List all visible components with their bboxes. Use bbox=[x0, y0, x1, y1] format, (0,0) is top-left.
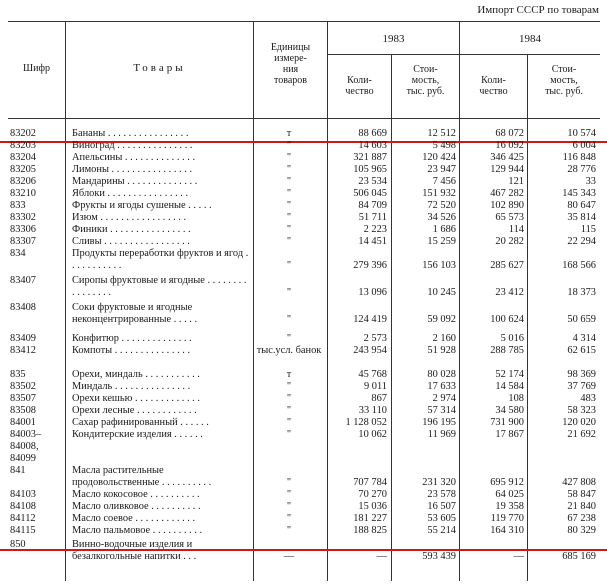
row-cost-1984: 50 659 bbox=[567, 313, 596, 325]
row-cost-1984: 58 323 bbox=[567, 405, 596, 416]
row-code: 83508 bbox=[10, 405, 36, 416]
row-qty-1983: 506 045 bbox=[353, 188, 387, 199]
row-qty-1984: 65 573 bbox=[495, 212, 524, 223]
table-top-rule bbox=[8, 21, 600, 22]
header-units bbox=[254, 42, 327, 86]
row-name: Продукты переработки фруктов и ягод . . . . . . . . . . . bbox=[72, 248, 249, 271]
row-unit: " bbox=[286, 405, 292, 416]
row-cost-1983: 80 028 bbox=[427, 369, 456, 380]
row-qty-1984: 20 282 bbox=[495, 236, 524, 247]
row-cost-1983: 55 214 bbox=[427, 525, 456, 536]
row-name: Апельсины . . . . . . . . . . . . . . bbox=[72, 152, 196, 163]
row-cost-1984: 115 bbox=[580, 224, 596, 235]
row-unit: " bbox=[286, 236, 292, 247]
row-qty-1983: 321 887 bbox=[353, 152, 387, 163]
header-cost-line: Стои- bbox=[551, 64, 577, 75]
row-cost-1984: 21 692 bbox=[567, 429, 596, 440]
row-cost-1983: 34 526 bbox=[427, 212, 456, 223]
row-code: 83502 bbox=[10, 381, 36, 392]
row-code: 833 bbox=[10, 200, 26, 211]
row-code: 83203 bbox=[10, 140, 36, 151]
row-code: 841 bbox=[10, 465, 26, 476]
row-name: Изюм . . . . . . . . . . . . . . . . . bbox=[72, 212, 187, 223]
row-cost-1983: 196 195 bbox=[422, 417, 456, 428]
row-name: Соки фруктовые и ягодные неконцентрированные . . . . . bbox=[72, 302, 198, 325]
row-qty-1983: 867 bbox=[371, 393, 387, 404]
row-code: 835 bbox=[10, 369, 26, 380]
row-code: 84003–84008, 84099 bbox=[10, 429, 42, 464]
row-cost-1984: 145 343 bbox=[562, 188, 596, 199]
header-units-line: измере- bbox=[274, 53, 307, 64]
row-qty-1983: 188 825 bbox=[353, 525, 387, 536]
row-name: Фрукты и ягоды сушеные . . . . . bbox=[72, 200, 212, 211]
row-cost-1984: 58 847 bbox=[567, 489, 596, 500]
row-unit: " bbox=[286, 489, 292, 500]
row-qty-1984: 68 072 bbox=[495, 128, 524, 139]
row-unit: " bbox=[286, 176, 292, 187]
row-qty-1984: 16 092 bbox=[495, 140, 524, 151]
row-cost-1984: 35 814 bbox=[567, 212, 596, 223]
row-cost-1984: 67 238 bbox=[567, 513, 596, 524]
row-qty-1984: 100 624 bbox=[490, 313, 524, 325]
row-name: Миндаль . . . . . . . . . . . . . . . bbox=[72, 381, 191, 392]
row-qty-1984: 164 310 bbox=[490, 525, 524, 536]
row-name: Масло кокосовое . . . . . . . . . . bbox=[72, 489, 200, 500]
row-code: 84103 bbox=[10, 489, 36, 500]
row-qty-1983: — bbox=[376, 550, 387, 562]
row-unit: " bbox=[286, 501, 292, 512]
row-name: Конфитюр . . . . . . . . . . . . . . bbox=[72, 333, 192, 344]
header-cost-1983 bbox=[392, 64, 459, 97]
row-name: Орехи, миндаль . . . . . . . . . . . bbox=[72, 369, 200, 380]
row-qty-1984: 119 770 bbox=[490, 513, 524, 524]
row-unit: т bbox=[286, 128, 292, 139]
table-year-rule bbox=[327, 54, 600, 55]
row-cost-1984: 22 294 bbox=[567, 236, 596, 247]
row-name: Масло оливковое . . . . . . . . . . bbox=[72, 501, 201, 512]
column-divider bbox=[327, 21, 328, 581]
row-qty-1983: 33 110 bbox=[358, 405, 387, 416]
row-cost-1984: 4 314 bbox=[572, 333, 596, 344]
header-units-line: Единицы bbox=[270, 42, 311, 53]
row-qty-1984: 346 425 bbox=[490, 152, 524, 163]
row-code: 83302 bbox=[10, 212, 36, 223]
row-unit: " bbox=[286, 200, 292, 211]
row-qty-1984: 5 016 bbox=[500, 333, 524, 344]
row-code: 83408 bbox=[10, 302, 36, 313]
header-cost-1984 bbox=[528, 64, 600, 97]
row-qty-1984: 695 912 bbox=[490, 476, 524, 488]
row-unit: " bbox=[286, 212, 292, 223]
row-qty-1984: 14 584 bbox=[495, 381, 524, 392]
row-name: Финики . . . . . . . . . . . . . . . . bbox=[72, 224, 191, 235]
row-qty-1983: 51 711 bbox=[358, 212, 387, 223]
row-name: Сахар рафинированный . . . . . . bbox=[72, 417, 209, 428]
row-unit: " bbox=[286, 429, 292, 440]
header-goods: Товары bbox=[133, 62, 186, 74]
header-cost-line: мость, bbox=[411, 75, 440, 86]
header-qty-1984 bbox=[460, 75, 527, 97]
row-name: Сиропы фруктовые и ягодные . . . . . . . . . . . . . . . . bbox=[72, 275, 247, 298]
row-qty-1983: 105 965 bbox=[353, 164, 387, 175]
row-cost-1983: 1 686 bbox=[432, 224, 456, 235]
row-cost-1983: 11 969 bbox=[427, 429, 456, 440]
row-unit: " bbox=[286, 417, 292, 428]
row-unit: " bbox=[286, 393, 292, 404]
row-cost-1983: 23 578 bbox=[427, 489, 456, 500]
row-qty-1983: 707 784 bbox=[353, 476, 387, 488]
row-cost-1983: 53 605 bbox=[427, 513, 456, 524]
row-name: Орехи кешью . . . . . . . . . . . . . bbox=[72, 393, 200, 404]
row-cost-1983: 16 507 bbox=[427, 501, 456, 512]
row-qty-1983: 279 396 bbox=[353, 259, 387, 271]
row-qty-1983: 14 451 bbox=[358, 236, 387, 247]
row-code: 850 bbox=[10, 539, 26, 550]
row-cost-1983: 231 320 bbox=[422, 476, 456, 488]
row-cost-1984: 18 373 bbox=[567, 286, 596, 298]
row-name: Орехи лесные . . . . . . . . . . . . bbox=[72, 405, 197, 416]
row-name: Масло соевое . . . . . . . . . . . . bbox=[72, 513, 196, 524]
row-qty-1984: 108 bbox=[508, 393, 524, 404]
row-cost-1984: 483 bbox=[580, 393, 596, 404]
column-divider bbox=[527, 54, 528, 581]
row-cost-1983: 2 160 bbox=[432, 333, 456, 344]
row-code: 83407 bbox=[10, 275, 36, 286]
row-cost-1984: 168 566 bbox=[562, 259, 596, 271]
row-qty-1983: 14 603 bbox=[358, 140, 387, 151]
row-cost-1983: 2 974 bbox=[432, 393, 456, 404]
row-unit: " bbox=[286, 152, 292, 163]
row-qty-1983: 15 036 bbox=[358, 501, 387, 512]
row-qty-1984: 34 580 bbox=[495, 405, 524, 416]
row-unit: " bbox=[286, 333, 292, 344]
row-unit: " bbox=[286, 313, 292, 325]
row-cost-1984: 80 647 bbox=[567, 200, 596, 211]
row-qty-1983: 23 534 bbox=[358, 176, 387, 187]
header-cost-line: тыс. руб. bbox=[406, 86, 445, 97]
row-cost-1983: 593 439 bbox=[422, 550, 456, 562]
row-qty-1983: 13 096 bbox=[358, 286, 387, 298]
row-cost-1983: 57 314 bbox=[427, 405, 456, 416]
row-qty-1984: 23 412 bbox=[495, 286, 524, 298]
table-header-rule bbox=[8, 118, 600, 119]
column-divider bbox=[459, 21, 460, 581]
row-code: 84115 bbox=[10, 525, 36, 536]
row-name: Бананы . . . . . . . . . . . . . . . . bbox=[72, 128, 189, 139]
row-cost-1984: 116 848 bbox=[562, 152, 596, 163]
column-divider bbox=[65, 21, 66, 581]
row-unit: " bbox=[286, 525, 292, 536]
row-cost-1984: 120 020 bbox=[562, 417, 596, 428]
row-name: Компоты . . . . . . . . . . . . . . . bbox=[72, 345, 191, 356]
row-unit: " bbox=[286, 476, 292, 488]
row-cost-1983: 17 633 bbox=[427, 381, 456, 392]
row-qty-1984: 121 bbox=[508, 176, 524, 187]
row-cost-1983: 12 512 bbox=[427, 128, 456, 139]
row-cost-1984: 33 bbox=[585, 176, 596, 187]
row-unit: тыс.усл. банок bbox=[256, 345, 322, 356]
header-qty-line: Коли- bbox=[481, 75, 506, 86]
row-code: 83205 bbox=[10, 164, 36, 175]
row-name: Винно-водочные изделия и безалкогольные напитки . . . bbox=[72, 539, 197, 562]
header-qty-line: Коли- bbox=[347, 75, 372, 86]
row-cost-1984: 37 769 bbox=[567, 381, 596, 392]
row-cost-1984: 21 840 bbox=[567, 501, 596, 512]
row-qty-1984: 19 358 bbox=[495, 501, 524, 512]
row-cost-1983: 120 424 bbox=[422, 152, 456, 163]
row-unit: т bbox=[286, 369, 292, 380]
row-cost-1984: 28 776 bbox=[567, 164, 596, 175]
row-qty-1983: 1 128 052 bbox=[345, 417, 387, 428]
header-year-1984: 1984 bbox=[519, 33, 541, 45]
row-unit: " bbox=[286, 513, 292, 524]
header-year-1983: 1983 bbox=[382, 33, 405, 45]
row-code: 83306 bbox=[10, 224, 36, 235]
row-qty-1984: — bbox=[513, 550, 524, 562]
header-qty-1983 bbox=[328, 75, 391, 97]
row-unit: " bbox=[286, 188, 292, 199]
row-qty-1983: 2 573 bbox=[363, 333, 387, 344]
column-divider bbox=[253, 21, 254, 581]
row-name: Яблоки . . . . . . . . . . . . . . . . bbox=[72, 188, 189, 199]
row-qty-1983: 70 270 bbox=[358, 489, 387, 500]
row-cost-1983: 51 928 bbox=[427, 345, 456, 356]
row-qty-1984: 288 785 bbox=[490, 345, 524, 356]
row-qty-1984: 285 627 bbox=[490, 259, 524, 271]
row-cost-1983: 15 259 bbox=[427, 236, 456, 247]
row-qty-1983: 2 223 bbox=[363, 224, 387, 235]
row-cost-1983: 59 092 bbox=[427, 313, 456, 325]
row-code: 83204 bbox=[10, 152, 36, 163]
row-code: 83202 bbox=[10, 128, 36, 139]
row-code: 83307 bbox=[10, 236, 36, 247]
row-cost-1984: 62 615 bbox=[567, 345, 596, 356]
header-cost-line: тыс. руб. bbox=[545, 86, 583, 97]
row-code: 83412 bbox=[10, 345, 36, 356]
row-code: 83206 bbox=[10, 176, 36, 187]
row-cost-1984: 6 004 bbox=[572, 140, 596, 151]
row-code: 83210 bbox=[10, 188, 36, 199]
row-qty-1983: 124 419 bbox=[353, 313, 387, 325]
row-unit: " bbox=[286, 164, 292, 175]
row-name: Виноград . . . . . . . . . . . . . . . bbox=[72, 140, 193, 151]
row-code: 84108 bbox=[10, 501, 36, 512]
row-name: Лимоны . . . . . . . . . . . . . . . . bbox=[72, 164, 193, 175]
row-cost-1984: 80 329 bbox=[567, 525, 596, 536]
row-code: 83409 bbox=[10, 333, 36, 344]
row-qty-1984: 64 025 bbox=[495, 489, 524, 500]
row-name: Масло пальмовое . . . . . . . . . . bbox=[72, 525, 203, 536]
row-cost-1983: 7 456 bbox=[432, 176, 456, 187]
row-cost-1984: 10 574 bbox=[567, 128, 596, 139]
row-cost-1984: 427 808 bbox=[562, 476, 596, 488]
row-name: Сливы . . . . . . . . . . . . . . . . . bbox=[72, 236, 190, 247]
row-cost-1983: 151 932 bbox=[422, 188, 456, 199]
row-name: Масла растительные продовольственные . . . . . . . . . . bbox=[72, 465, 212, 488]
header-code: Шифр bbox=[23, 63, 50, 74]
row-name: Кондитерские изделия . . . . . . bbox=[72, 429, 203, 440]
row-cost-1983: 156 103 bbox=[422, 259, 456, 271]
header-cost-line: мость, bbox=[550, 75, 578, 86]
row-unit: " bbox=[286, 224, 292, 235]
row-cost-1984: 685 169 bbox=[562, 550, 596, 562]
row-code: 84001 bbox=[10, 417, 36, 428]
row-qty-1983: 243 954 bbox=[353, 345, 387, 356]
row-qty-1983: 10 062 bbox=[358, 429, 387, 440]
row-qty-1983: 84 709 bbox=[358, 200, 387, 211]
row-unit: " bbox=[286, 140, 292, 151]
row-code: 834 bbox=[10, 248, 26, 259]
header-cost-line: Стои- bbox=[413, 64, 438, 75]
row-unit: — bbox=[283, 550, 295, 562]
row-unit: " bbox=[286, 381, 292, 392]
header-qty-line: чество bbox=[345, 86, 374, 97]
row-qty-1983: 181 227 bbox=[353, 513, 387, 524]
row-qty-1984: 17 867 bbox=[495, 429, 524, 440]
row-qty-1984: 731 900 bbox=[490, 417, 524, 428]
row-qty-1984: 102 890 bbox=[490, 200, 524, 211]
row-code: 84112 bbox=[10, 513, 36, 524]
row-cost-1983: 23 947 bbox=[427, 164, 456, 175]
header-units-line: товаров bbox=[274, 75, 307, 86]
row-cost-1984: 98 369 bbox=[567, 369, 596, 380]
row-qty-1984: 114 bbox=[508, 224, 524, 235]
header-units-line: ния bbox=[282, 64, 299, 75]
row-qty-1984: 52 174 bbox=[495, 369, 524, 380]
row-qty-1983: 9 011 bbox=[364, 381, 387, 392]
page-title: Импорт СССР по товарам bbox=[477, 4, 599, 16]
row-unit: " bbox=[286, 259, 292, 271]
row-cost-1983: 72 520 bbox=[427, 200, 456, 211]
row-name: Мандарины . . . . . . . . . . . . . . bbox=[72, 176, 198, 187]
row-qty-1984: 467 282 bbox=[490, 188, 524, 199]
row-qty-1983: 45 768 bbox=[358, 369, 387, 380]
header-qty-line: чество bbox=[479, 86, 508, 97]
row-cost-1983: 5 498 bbox=[432, 140, 456, 151]
row-code: 83507 bbox=[10, 393, 36, 404]
row-qty-1983: 88 669 bbox=[358, 128, 387, 139]
row-cost-1983: 10 245 bbox=[427, 286, 456, 298]
row-qty-1984: 129 944 bbox=[490, 164, 524, 175]
row-unit: " bbox=[286, 286, 292, 298]
